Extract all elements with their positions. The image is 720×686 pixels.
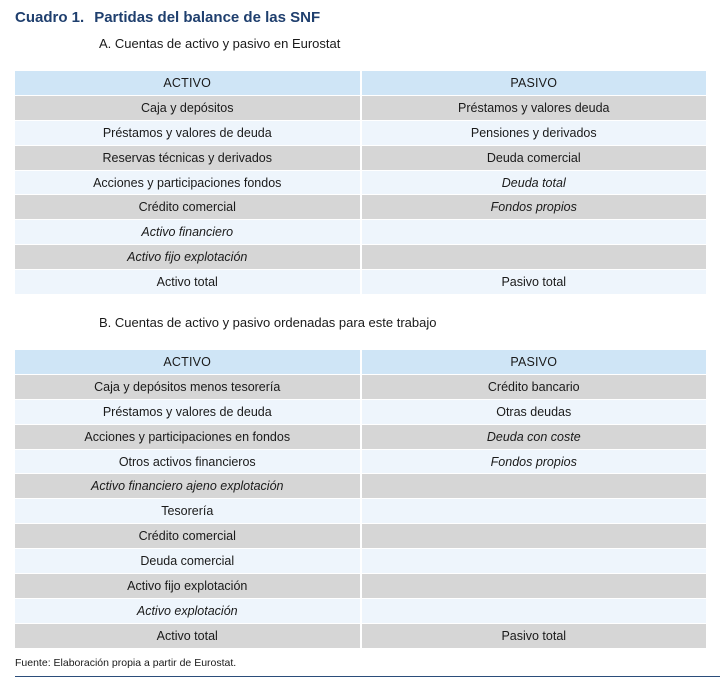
pasivo-cell: Fondos propios [361,449,707,474]
eurostat-balance-table [15,71,706,295]
pasivo-cell: Deuda con coste [361,424,707,449]
activo-cell: Préstamos y valores de deuda [15,399,361,424]
activo-cell: Crédito comercial [15,195,361,220]
table-number: Cuadro 1. [15,9,85,26]
activo-total-cell: Activo total [15,623,361,648]
pasivo-cell [361,499,707,524]
bottom-rule [15,676,720,677]
activo-cell: Activo financiero ajeno explotación [15,474,361,499]
total-row [15,270,706,295]
activo-total-cell: Activo total [15,270,361,295]
pasivo-cell [361,245,707,270]
table-row [15,424,706,449]
table-row [15,399,706,424]
table-row [15,598,706,623]
activo-cell: Caja y depósitos menos tesorería [15,374,361,399]
header-pasivo: PASIVO [361,350,707,374]
header-activo: ACTIVO [15,71,361,95]
table-row [15,245,706,270]
pasivo-cell: Préstamos y valores deuda [361,95,707,120]
activo-cell: Acciones y participaciones fondos [15,170,361,195]
activo-cell: Caja y depósitos [15,95,361,120]
header-activo: ACTIVO [15,350,361,374]
total-row [15,623,706,648]
pasivo-cell: Deuda total [361,170,707,195]
table-row [15,170,706,195]
activo-cell: Deuda comercial [15,549,361,574]
pasivo-cell [361,524,707,549]
pasivo-cell [361,549,707,574]
ordered-balance-table [15,350,706,649]
table-row [15,524,706,549]
activo-cell: Acciones y participaciones en fondos [15,424,361,449]
table-row [15,95,706,120]
pasivo-cell: Crédito bancario [361,374,707,399]
section-b-subtitle: B. Cuentas de activo y pasivo ordenadas para este trabajo [99,315,437,330]
activo-cell: Activo explotación [15,598,361,623]
activo-cell: Crédito comercial [15,524,361,549]
table-row [15,120,706,145]
pasivo-cell: Deuda comercial [361,145,707,170]
table-row [15,374,706,399]
table-title-text: Partidas del balance de las SNF [94,9,321,26]
pasivo-cell [361,220,707,245]
activo-cell: Activo financiero [15,220,361,245]
activo-cell: Otros activos financieros [15,449,361,474]
activo-cell: Activo fijo explotación [15,574,361,599]
table-row [15,449,706,474]
table-title [15,9,320,26]
table-row [15,474,706,499]
header-pasivo: PASIVO [361,71,707,95]
pasivo-total-cell: Pasivo total [361,623,707,648]
table-row [15,574,706,599]
source-note: Fuente: Elaboración propia a partir de Eurostat. [15,657,237,669]
section-a-subtitle: A. Cuentas de activo y pasivo en Eurostat [99,36,341,51]
table-row [15,499,706,524]
pasivo-cell [361,474,707,499]
pasivo-cell [361,598,707,623]
activo-cell: Reservas técnicas y derivados [15,145,361,170]
activo-cell: Préstamos y valores de deuda [15,120,361,145]
table-row [15,549,706,574]
pasivo-cell: Pensiones y derivados [361,120,707,145]
pasivo-cell: Fondos propios [361,195,707,220]
table-row [15,145,706,170]
activo-cell: Activo fijo explotación [15,245,361,270]
activo-cell: Tesorería [15,499,361,524]
table-row [15,220,706,245]
pasivo-cell [361,574,707,599]
table-row [15,195,706,220]
pasivo-total-cell: Pasivo total [361,270,707,295]
pasivo-cell: Otras deudas [361,399,707,424]
